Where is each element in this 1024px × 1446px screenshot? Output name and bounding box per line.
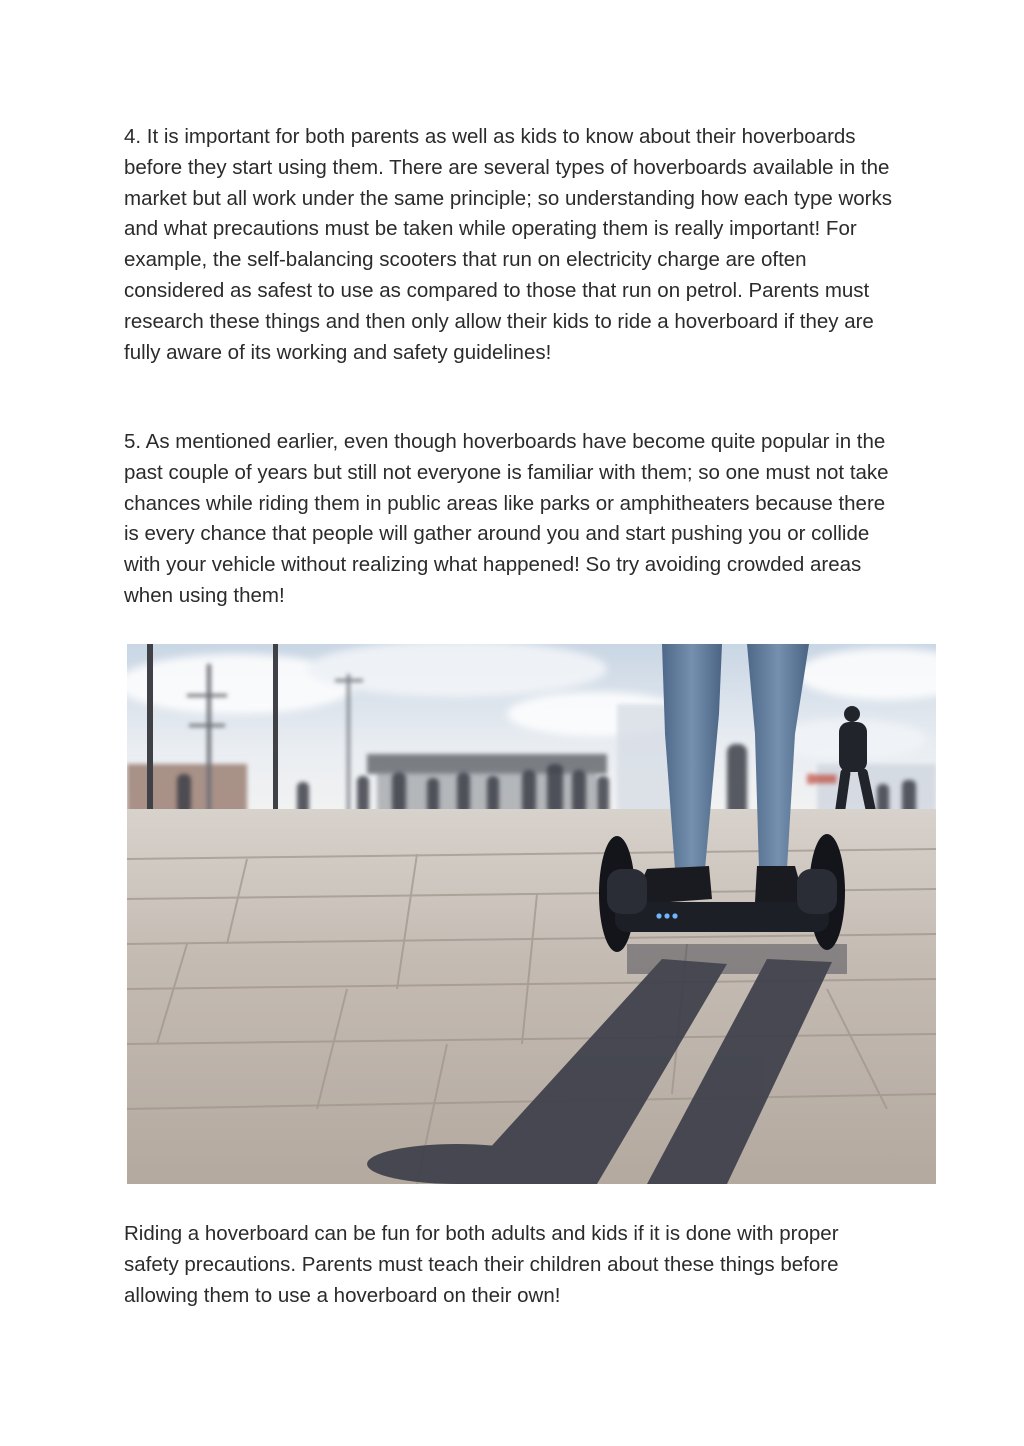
paragraph-4-learn-about-hoverboards: 4. It is important for both parents as well as kids to know about their hoverboards before they start using them. There are several types of hoverboards available in the market but all work under the same principle; so understanding how each type works and what precautions must be taken while operating them is really important! For example, the self-balancing scooters that run on electricity charge are often considered as safest to use as compared to those that run on petrol. Parents must research these things and then only allow their kids to ride a hoverboard if they are fully aware of its working and safety guidelines! [124,125,893,364]
hoverboard-rider-photo [127,644,936,1184]
closing-paragraph: Riding a hoverboard can be fun for both adults and kids if it is done with proper safety precautions. Parents must teach their children about these things before allowing them to use a hoverboard on their own! [124,1222,839,1307]
paragraph-5-avoid-crowded-areas: 5. As mentioned earlier, even though hoverboards have become quite popular in the past couple of years but still not everyone is familiar with them; so one must not take chances while riding them in public areas like parks or amphitheaters because there is every chance that people will gather around you and start pushing you or collide with your vehicle without realizing what happened! So try avoiding crowded areas when using them! [124,430,889,607]
hoverboard-scene-illustration [127,644,936,1184]
